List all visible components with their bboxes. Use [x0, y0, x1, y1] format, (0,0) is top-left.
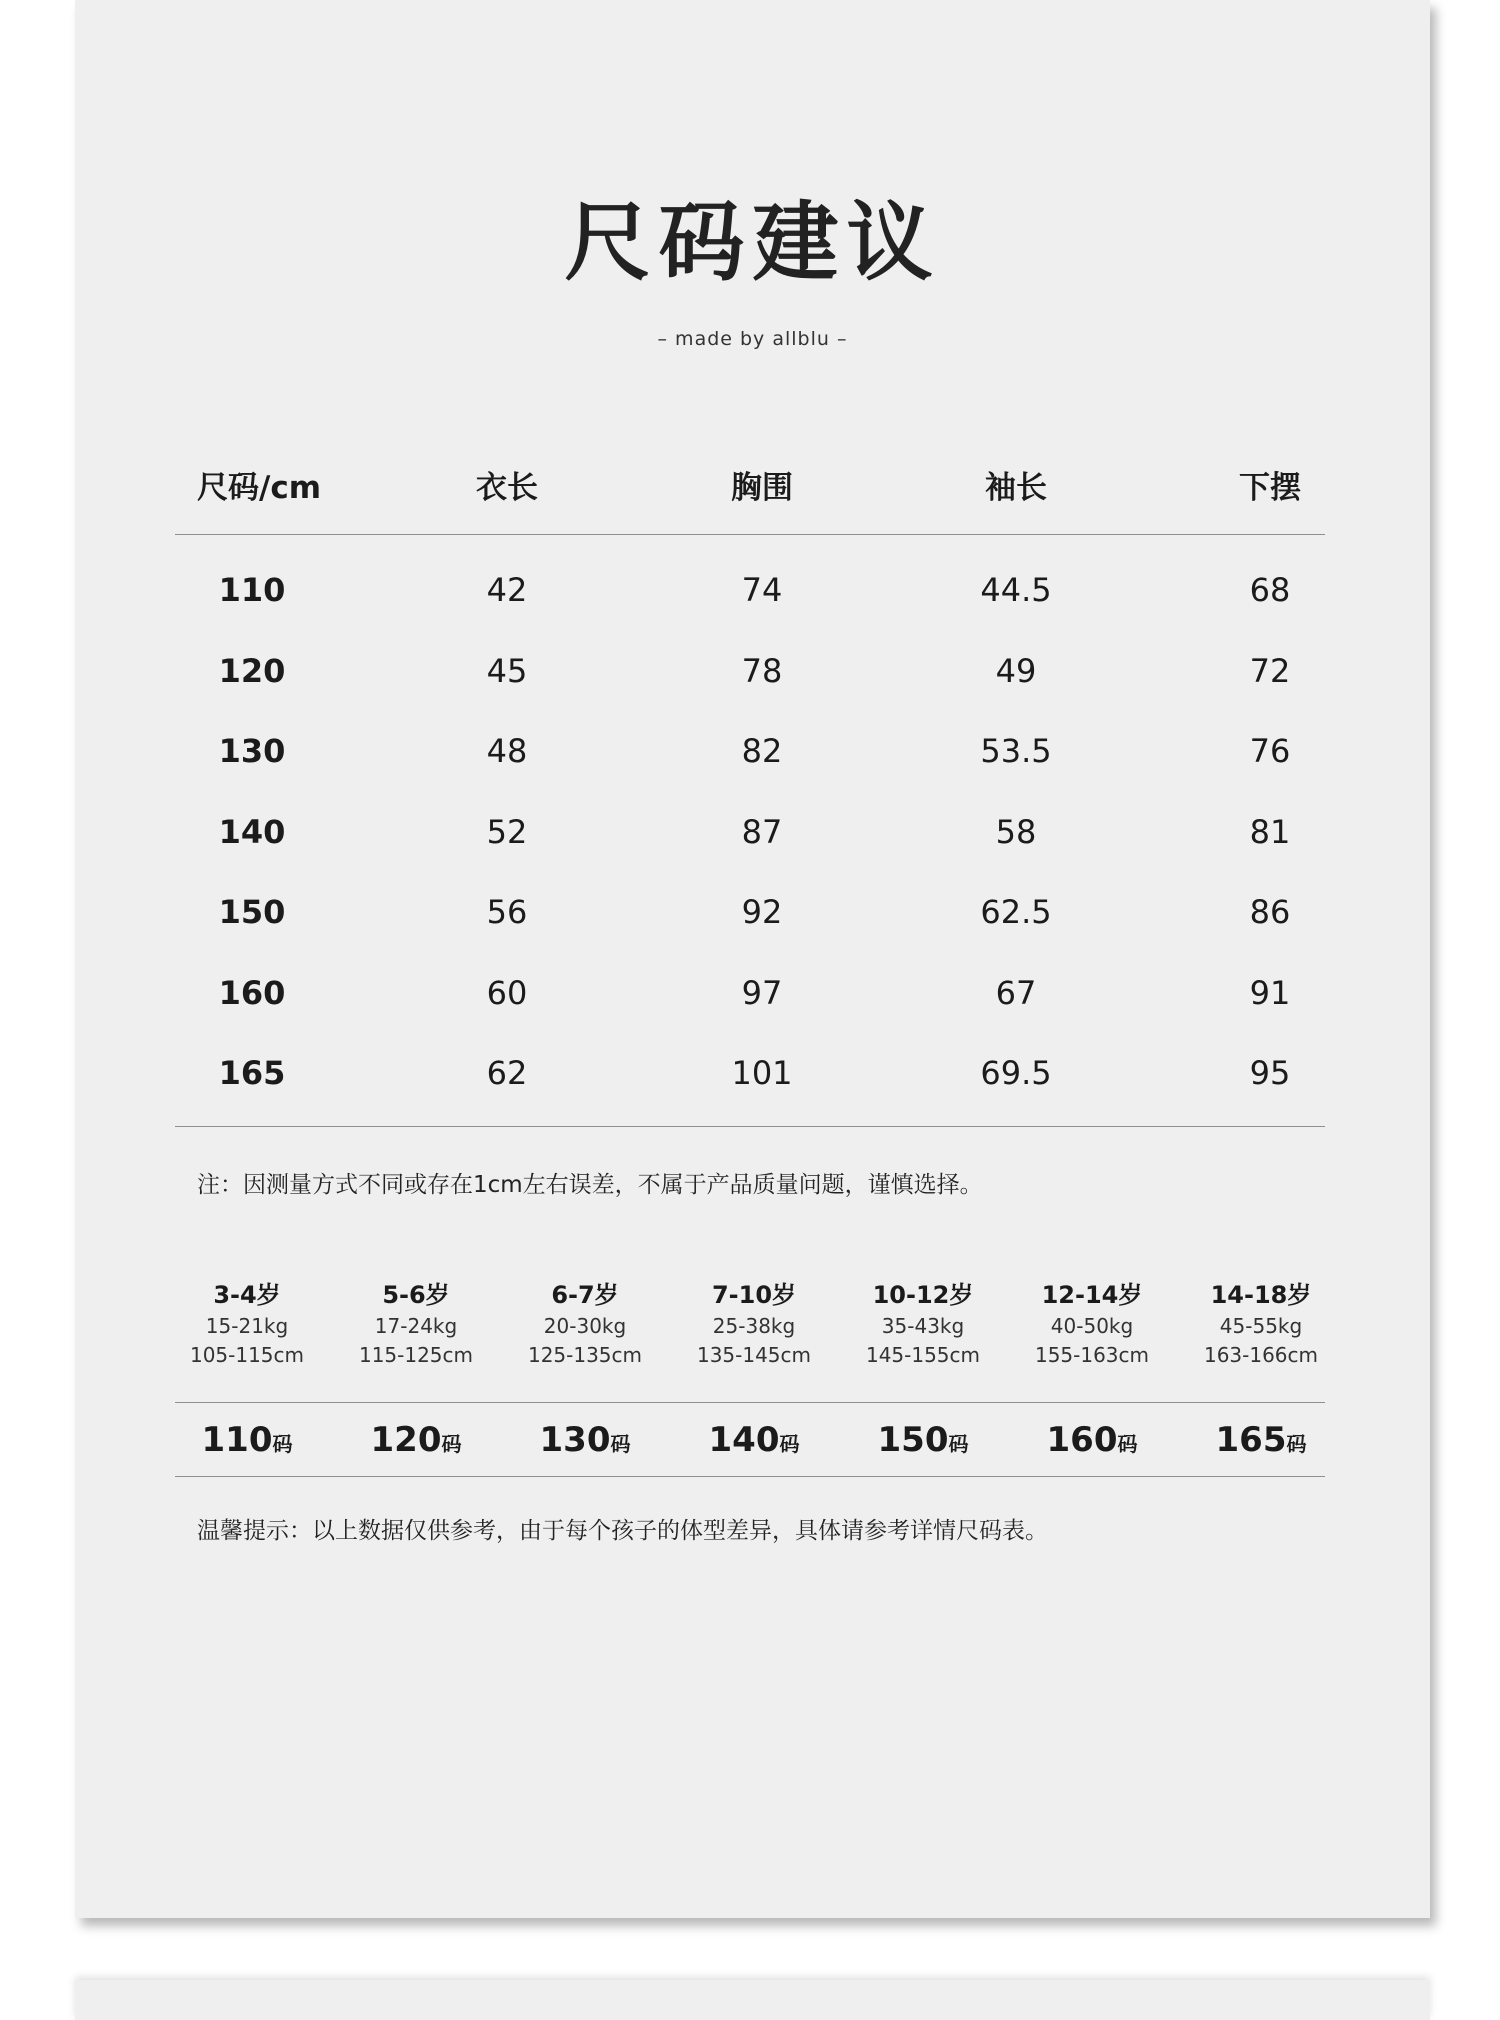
age-label: 12-14岁	[1041, 1281, 1143, 1309]
hem-cell: 72	[1249, 652, 1291, 690]
hem-cell: 91	[1249, 974, 1291, 1012]
age-group	[500, 1278, 670, 1370]
chest-cell: 82	[741, 732, 783, 770]
sleeve-cell: 62.5	[980, 893, 1052, 931]
length-cell: 56	[486, 893, 528, 931]
recommended-size-number: 120	[370, 1420, 442, 1460]
height-range: 115-125cm	[358, 1343, 474, 1367]
size-cell: 140	[218, 813, 286, 851]
recommended-size-number: 140	[708, 1420, 780, 1460]
guide-bottom-rule	[175, 1476, 1325, 1477]
hem-cell: 86	[1249, 893, 1291, 931]
recommended-size-unit: 码	[1117, 1432, 1138, 1456]
size-cell: 165	[218, 1054, 286, 1092]
age-group	[1007, 1278, 1177, 1370]
size-cell: 160	[218, 974, 286, 1012]
page-title: 尺码建议	[564, 193, 941, 293]
sleeve-cell: 69.5	[980, 1054, 1052, 1092]
recommended-size-unit: 码	[272, 1432, 293, 1456]
recommended-size	[1176, 1418, 1346, 1468]
table-top-rule	[175, 534, 1325, 535]
chest-cell: 92	[741, 893, 783, 931]
hem-cell: 95	[1249, 1054, 1291, 1092]
age-group	[331, 1278, 501, 1370]
header-size: 尺码/cm	[197, 470, 321, 506]
chest-cell: 78	[741, 652, 783, 690]
size-cell: 130	[218, 732, 286, 770]
height-range: 155-163cm	[1034, 1343, 1150, 1367]
length-cell: 42	[486, 571, 528, 609]
length-cell: 52	[486, 813, 528, 851]
recommended-size-number: 150	[877, 1420, 949, 1460]
size-cell: 150	[218, 893, 286, 931]
table-row	[75, 560, 1430, 620]
recommended-size-number: 160	[1046, 1420, 1118, 1460]
size-cell: 120	[218, 652, 286, 690]
recommended-size-number: 110	[201, 1420, 273, 1460]
sleeve-cell: 49	[995, 652, 1037, 690]
recommended-size-unit: 码	[948, 1432, 969, 1456]
hem-cell: 81	[1249, 813, 1291, 851]
size-cell: 110	[218, 571, 286, 609]
page-subtitle: – made by allblu –	[657, 328, 848, 350]
length-cell: 60	[486, 974, 528, 1012]
table-row	[75, 1043, 1430, 1103]
age-group	[1176, 1278, 1346, 1370]
recommended-size	[669, 1418, 839, 1468]
height-range: 135-145cm	[696, 1343, 812, 1367]
recommended-size	[331, 1418, 501, 1468]
hem-cell: 76	[1249, 732, 1291, 770]
sleeve-cell: 53.5	[980, 732, 1052, 770]
header-sleeve: 袖长	[985, 470, 1047, 506]
age-label: 10-12岁	[872, 1281, 974, 1309]
recommended-size-number: 165	[1215, 1420, 1287, 1460]
warm-tip: 温馨提示：以上数据仅供参考，由于每个孩子的体型差异，具体请参考详情尺码表。	[197, 1518, 1048, 1544]
recommended-size-unit: 码	[1286, 1432, 1307, 1456]
height-range: 145-155cm	[865, 1343, 981, 1367]
sleeve-cell: 67	[995, 974, 1037, 1012]
age-label: 3-4岁	[213, 1281, 281, 1309]
recommended-size	[838, 1418, 1008, 1468]
chest-cell: 87	[741, 813, 783, 851]
chest-cell: 97	[741, 974, 783, 1012]
sleeve-cell: 58	[995, 813, 1037, 851]
age-label: 6-7岁	[551, 1281, 619, 1309]
recommended-size	[162, 1418, 332, 1468]
chest-cell: 74	[741, 571, 783, 609]
recommended-size	[1007, 1418, 1177, 1468]
weight-range: 20-30kg	[543, 1314, 627, 1338]
length-cell: 48	[486, 732, 528, 770]
hem-cell: 68	[1249, 571, 1291, 609]
recommended-size-number: 130	[539, 1420, 611, 1460]
length-cell: 45	[486, 652, 528, 690]
table-row	[75, 641, 1430, 701]
chest-cell: 101	[731, 1054, 793, 1092]
weight-range: 45-55kg	[1219, 1314, 1303, 1338]
header-chest: 胸围	[731, 470, 793, 506]
size-chart-card	[75, 0, 1430, 1918]
recommended-size-unit: 码	[610, 1432, 631, 1456]
age-label: 5-6岁	[382, 1281, 450, 1309]
table-bottom-rule	[175, 1126, 1325, 1127]
age-label: 7-10岁	[711, 1281, 797, 1309]
header-hem: 下摆	[1239, 470, 1301, 506]
header-length: 衣长	[476, 470, 538, 506]
table-row	[75, 802, 1430, 862]
height-range: 163-166cm	[1203, 1343, 1319, 1367]
guide-top-rule	[175, 1402, 1325, 1403]
recommended-size-unit: 码	[779, 1432, 800, 1456]
weight-range: 35-43kg	[881, 1314, 965, 1338]
height-range: 105-115cm	[189, 1343, 305, 1367]
next-card-edge	[75, 1980, 1430, 2020]
table-row	[75, 721, 1430, 781]
length-cell: 62	[486, 1054, 528, 1092]
weight-range: 15-21kg	[205, 1314, 289, 1338]
recommended-size-unit: 码	[441, 1432, 462, 1456]
sleeve-cell: 44.5	[980, 571, 1052, 609]
table-row	[75, 963, 1430, 1023]
weight-range: 40-50kg	[1050, 1314, 1134, 1338]
measurement-note: 注：因测量方式不同或存在1cm左右误差，不属于产品质量问题，谨慎选择。	[197, 1172, 983, 1198]
table-row	[75, 882, 1430, 942]
age-group	[162, 1278, 332, 1370]
age-group	[669, 1278, 839, 1370]
age-group	[838, 1278, 1008, 1370]
recommended-size	[500, 1418, 670, 1468]
weight-range: 25-38kg	[712, 1314, 796, 1338]
height-range: 125-135cm	[527, 1343, 643, 1367]
age-label: 14-18岁	[1210, 1281, 1312, 1309]
weight-range: 17-24kg	[374, 1314, 458, 1338]
